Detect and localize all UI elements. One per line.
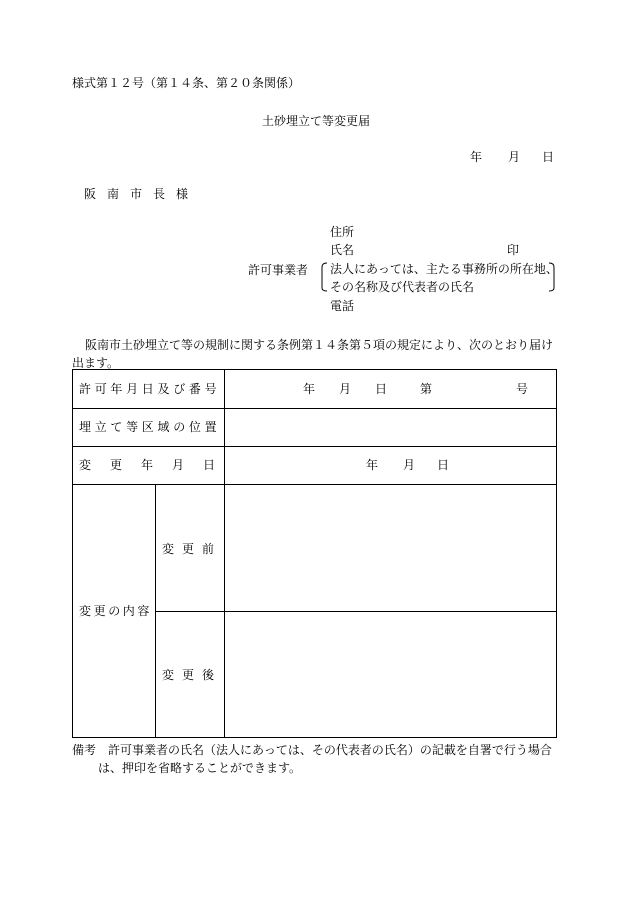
document-title: 土砂埋立て等変更届 bbox=[262, 114, 371, 128]
corporate-note-line2: その名称及び代表者の氏名 bbox=[330, 280, 475, 294]
landfill-location-label: 埋立て等区域の位置 bbox=[79, 420, 221, 434]
change-month-label: 月 bbox=[403, 458, 416, 472]
phone-label: 電話 bbox=[330, 299, 355, 313]
permit-month-label: 月 bbox=[339, 382, 352, 396]
change-year-label: 年 bbox=[366, 458, 379, 472]
after-change-label: 変更後 bbox=[162, 668, 223, 682]
permit-date-number-field[interactable] bbox=[225, 370, 556, 408]
corporate-note-line1: 法人にあっては、主たる事務所の所在地、 bbox=[330, 262, 558, 276]
intro-text: 阪南市土砂埋立て等の規制に関する条例第１４条第５項の規定により、次のとおり届け出ます。 bbox=[72, 338, 554, 370]
change-form-table bbox=[72, 369, 557, 738]
right-bracket-icon bbox=[548, 262, 556, 292]
landfill-location-field[interactable] bbox=[225, 409, 556, 446]
left-bracket-icon bbox=[320, 262, 328, 292]
form-number: 様式第１２号（第１４条、第２０条関係） bbox=[72, 76, 301, 90]
addressee: 阪南市長様 bbox=[84, 187, 200, 201]
change-date-field[interactable] bbox=[225, 447, 556, 484]
permit-number-suffix: 号 bbox=[516, 382, 529, 396]
date-month-label: 月 bbox=[508, 150, 521, 164]
before-change-field[interactable] bbox=[225, 485, 556, 611]
permit-year-label: 年 bbox=[303, 382, 316, 396]
change-contents-label: 変更の内容 bbox=[79, 604, 153, 618]
address-label: 住所 bbox=[330, 225, 355, 239]
change-date-label: 変更年月日 bbox=[79, 458, 235, 472]
change-day-label: 日 bbox=[437, 458, 450, 472]
name-label: 氏名 bbox=[330, 243, 355, 257]
applicant-role-label: 許可事業者 bbox=[248, 263, 309, 277]
remarks-line1: 備考 許可事業者の氏名（法人にあっては、その代表者の氏名）の記載を自署で行う場合 bbox=[72, 743, 552, 757]
date-day-label: 日 bbox=[542, 150, 555, 164]
after-change-field[interactable] bbox=[225, 612, 556, 737]
remarks-note bbox=[72, 741, 558, 777]
before-change-label: 変更前 bbox=[162, 542, 223, 556]
permit-day-label: 日 bbox=[375, 382, 388, 396]
date-year-label: 年 bbox=[470, 150, 483, 164]
seal-label: 印 bbox=[507, 243, 520, 257]
permit-date-number-label: 許可年月日及び番号 bbox=[79, 382, 221, 396]
permit-number-prefix: 第 bbox=[420, 382, 433, 396]
remarks-line2: は、押印を省略することができます。 bbox=[98, 761, 302, 775]
